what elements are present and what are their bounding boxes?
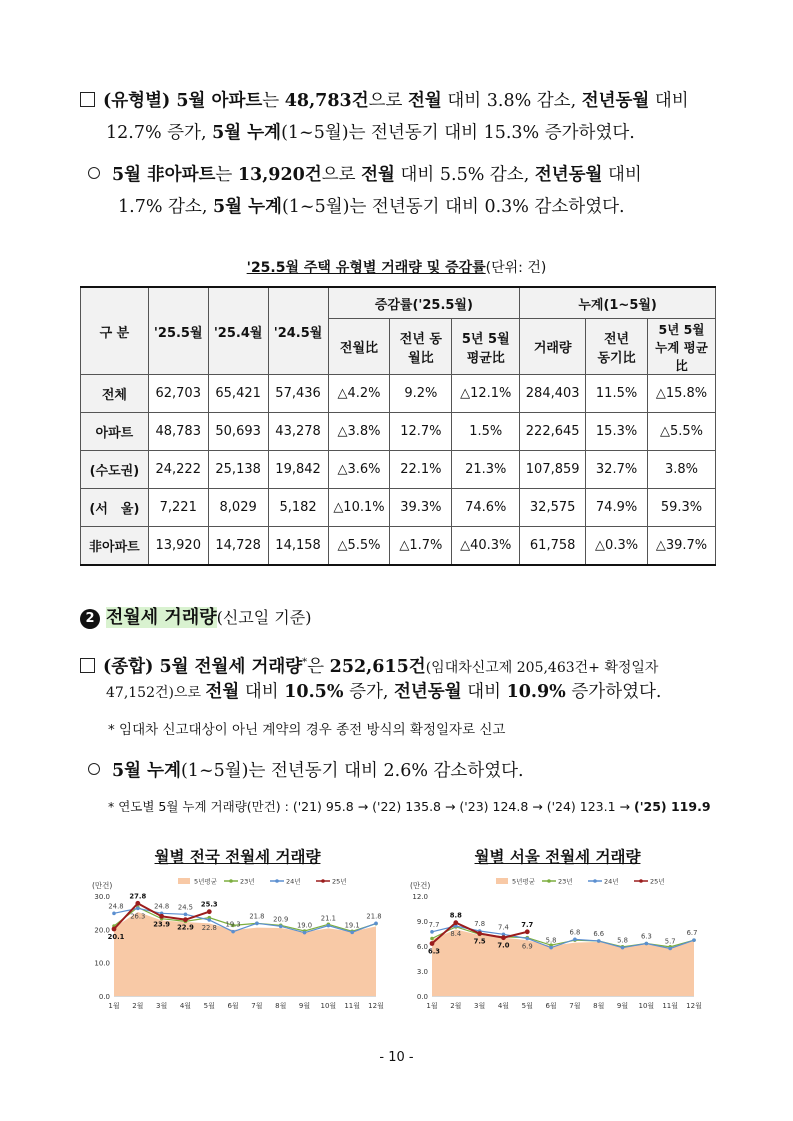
table-cell: △5.5% [328,527,390,566]
table-row [81,375,716,413]
chart-national [86,872,391,1020]
data-label: 7.8 [474,920,486,928]
y-tick-label: 30.0 [94,893,110,901]
data-label: 5.8 [617,936,628,945]
table-row [81,413,716,451]
data-point [231,930,235,934]
x-tick-label: 11월 [344,1002,361,1010]
table-cell: △5.5% [648,413,716,451]
square-bullet-icon [80,92,95,107]
circle-bullet-icon [88,167,100,179]
footnote-yearly-cumulative: * 연도별 5월 누계 거래량(만건) : ('21) 95.8 → ('22) 135.8 → ('23) 124.8 → ('24) 123.1 → ('25) 119.9 [108,799,711,814]
x-tick-label: 7월 [251,1002,263,1010]
header-2405: '24.5월 [268,287,328,375]
data-point [430,930,434,934]
header-2505: '25.5월 [148,287,208,375]
data-label: 7.4 [498,923,509,932]
x-tick-label: 6월 [545,1002,557,1010]
table-cell: 5,182 [268,489,328,527]
table-cell: 222,645 [520,413,586,451]
row-header: (수도권) [81,451,149,489]
data-point [501,935,506,940]
table-cell: 74.6% [452,489,520,527]
legend-marker [229,879,233,883]
data-label: 21.1 [320,914,336,923]
data-label: 6.6 [593,930,605,938]
table-cell: 12.7% [390,413,452,451]
circle-bullet-icon [88,763,100,775]
data-point [692,938,696,942]
table-row [81,451,716,489]
data-point [207,918,211,922]
legend-label: 24년 [286,877,301,886]
header-mom: 전월比 [328,319,390,375]
y-tick-label: 9.0 [416,918,428,926]
data-label: 24.8 [108,902,124,911]
data-label: 27.8 [129,892,147,901]
header-cum-yoy: 전년 동기比 [586,319,648,375]
table-row [81,527,716,566]
housing-type-table [80,286,716,566]
legend-label: 25년 [332,877,347,886]
data-label: 6.7 [686,929,698,938]
header-change: 증감률('25.5월) [328,287,520,319]
table-cell: 14,728 [208,527,268,566]
table-cell: △39.7% [648,527,716,566]
data-point [159,914,164,919]
table-cell: 61,758 [520,527,586,566]
table-cell: 3.8% [648,451,716,489]
table-cell: 59.3% [648,489,716,527]
paragraph-rent-total: (종합) 5월 전월세 거래량*은 252,615건(임대차신고제 205,463건+ 확정일자 [80,650,658,681]
chart-title-national: 월별 전국 전월세 거래량 [154,848,321,866]
x-tick-label: 10월 [320,1002,337,1010]
data-label: 26.3 [130,912,146,921]
x-tick-label: 8월 [275,1002,287,1010]
y-tick-label: 20.0 [94,926,110,935]
x-tick-label: 11월 [662,1002,679,1010]
legend-label: 5년평균 [512,877,535,886]
x-tick-label: 5월 [521,1002,533,1010]
data-point [135,901,140,906]
y-tick-label: 0.0 [98,993,110,1001]
data-point [350,931,354,935]
table-cell: △12.1% [452,375,520,413]
y-tick-label: 10.0 [94,959,110,968]
data-point [597,939,601,943]
legend-label: 24년 [604,877,619,886]
data-point [374,922,378,926]
data-label: 19.1 [344,921,360,930]
legend-marker [593,879,597,883]
data-point [112,912,116,916]
row-header: 아파트 [81,413,149,451]
chart-title-seoul: 월별 서울 전월세 거래량 [474,848,641,866]
row-header: (서 울) [81,489,149,527]
table-cell: 15.3% [586,413,648,451]
legend-label: 23년 [558,877,573,886]
paragraph-rent-cumulative: 5월 누계(1~5월)는 전년동기 대비 2.6% 감소하였다. [88,758,524,784]
x-tick-label: 8월 [593,1002,605,1010]
paragraph-apartment-line2: 12.7% 증가, 5월 누계(1~5월)는 전년동기 대비 15.3% 증가하였다. [106,123,635,143]
table-cell: △3.6% [328,451,390,489]
table-cell: 1.5% [452,413,520,451]
table-cell: 39.3% [390,489,452,527]
data-label: 7.7 [428,920,440,929]
square-bullet-icon [80,658,95,673]
table-cell: △40.3% [452,527,520,566]
data-label: 20.1 [107,933,125,941]
header-5yr-avg: 5년 5월 평균比 [452,319,520,375]
x-tick-label: 1월 [108,1002,120,1010]
x-tick-label: 9월 [616,1002,629,1010]
table-cell: 62,703 [148,375,208,413]
data-point [453,920,458,925]
data-label: 5.7 [664,937,676,946]
data-label: 21.8 [249,912,265,921]
table-cell: 284,403 [520,375,586,413]
data-point [621,946,625,950]
data-point [549,946,553,950]
table-cell: △0.3% [586,527,648,566]
data-point [573,938,577,942]
data-point [303,931,307,935]
legend-marker [321,879,325,883]
x-tick-label: 3월 [474,1002,486,1010]
x-tick-label: 3월 [156,1002,168,1010]
data-label: 5.8 [545,936,557,945]
header-yoy: 전년 동월比 [390,319,452,375]
section-heading-rent: 2 전월세 거래량(신고일 기준) [80,603,311,629]
data-point [279,925,283,929]
table-cell: 14,158 [268,527,328,566]
row-header: 非아파트 [81,527,149,566]
data-label: 22.8 [201,924,217,932]
footnote-confirmation-date: * 임대차 신고대상이 아닌 계약의 경우 종전 방식의 확정일자로 신고 [108,722,506,738]
data-label: 6.8 [569,928,581,937]
data-point [136,907,140,911]
table-cell: 21.3% [452,451,520,489]
data-label: 7.7 [521,920,534,929]
legend-swatch [496,878,508,884]
unit-label: (만건) [410,881,431,890]
x-tick-label: 9월 [298,1002,311,1010]
data-point [112,927,117,932]
table-cell: 7,221 [148,489,208,527]
table-cell: 8,029 [208,489,268,527]
table-cell: 65,421 [208,375,268,413]
data-point [645,942,649,946]
data-point [183,917,188,922]
chart-seoul [404,872,709,1020]
table-cell: △4.2% [328,375,390,413]
table-cell: 74.9% [586,489,648,527]
header-gubun: 구 분 [81,287,149,375]
data-label: 23.9 [153,920,171,929]
data-label: 7.0 [497,941,510,950]
table-cell: 9.2% [390,375,452,413]
x-tick-label: 2월 [132,1002,144,1010]
data-label: 22.9 [177,923,194,932]
data-label: 19.3 [225,920,241,929]
table-caption: '25.5월 주택 유형별 거래량 및 증감률(단위: 건) [246,260,547,276]
data-label: 6.3 [640,932,652,941]
table-row [81,489,716,527]
legend-swatch [178,878,190,884]
table-cell: 11.5% [586,375,648,413]
table-cell: 32.7% [586,451,648,489]
table-cell: 107,859 [520,451,586,489]
legend-label: 5년평균 [194,877,217,886]
paragraph-rent-total-line2: 47,152건)으로 전월 대비 10.5% 증가, 전년동월 대비 10.9% 증가하였다. [106,682,662,702]
data-label: 24.5 [177,903,194,912]
data-point [430,937,434,941]
data-label: 6.9 [521,942,533,951]
legend-marker [547,879,551,883]
table-cell: △3.8% [328,413,390,451]
table-cell: △10.1% [328,489,390,527]
paragraph-non-apartment: 5월 非아파트는 13,920건으로 전월 대비 5.5% 감소, 전년동월 대비 [88,162,642,188]
y-tick-label: 12.0 [412,893,428,901]
table-cell: 48,783 [148,413,208,451]
area-series-5yr-avg [432,929,694,996]
legend-label: 25년 [650,877,665,886]
data-point [525,929,530,934]
data-label: 8.8 [449,911,462,920]
x-tick-label: 6월 [227,1002,239,1010]
row-header: 전체 [81,375,149,413]
legend-label: 23년 [240,877,255,886]
data-point [525,937,529,941]
x-tick-label: 12월 [686,1002,702,1010]
header-cumulative: 누계(1~5월) [520,287,716,319]
data-point [184,913,188,917]
data-label: 25.3 [200,900,218,909]
data-label: 8.4 [450,930,462,938]
page-number: - 10 - [379,1050,414,1065]
header-2504: '25.4월 [208,287,268,375]
table-cell: 50,693 [208,413,268,451]
table-cell: 22.1% [390,451,452,489]
data-point [477,931,482,936]
y-tick-label: 6.0 [416,943,428,951]
legend-marker [275,879,279,883]
table-cell: 25,138 [208,451,268,489]
x-tick-label: 4월 [179,1002,192,1010]
x-tick-label: 1월 [426,1002,438,1010]
data-point [430,941,435,946]
table-cell: 43,278 [268,413,328,451]
table-cell: △1.7% [390,527,452,566]
table-cell: 32,575 [520,489,586,527]
data-point [207,909,212,914]
data-label: 19.0 [296,921,313,930]
data-label: 7.5 [473,937,486,946]
x-tick-label: 2월 [450,1002,462,1010]
legend-marker [639,879,643,883]
paragraph-apartment: (유형별) 5월 아파트는 48,783건으로 전월 대비 3.8% 감소, 전년동월 대비 [80,88,689,114]
data-point [255,922,259,926]
header-cum-5yr: 5년 5월누계 평균比 [648,319,716,375]
data-label: 24.8 [154,902,170,911]
table-cell: 24,222 [148,451,208,489]
table-cell: 57,436 [268,375,328,413]
table-cell: 19,842 [268,451,328,489]
section-number-badge: 2 [80,609,100,629]
paragraph-non-apartment-line2: 1.7% 감소, 5월 누계(1~5월)는 전년동기 대비 0.3% 감소하였다. [118,197,625,217]
x-tick-label: 7월 [569,1002,581,1010]
table-cell: △15.8% [648,375,716,413]
data-label: 21.8 [366,912,382,921]
x-tick-label: 12월 [368,1002,384,1010]
data-label: 6.3 [427,947,441,956]
x-tick-label: 10월 [638,1002,655,1010]
data-point [668,947,672,951]
header-volume: 거래량 [520,319,586,375]
x-tick-label: 4월 [497,1002,510,1010]
data-label: 20.9 [273,915,289,924]
data-point [327,924,331,928]
x-tick-label: 5월 [203,1002,215,1010]
unit-label: (만건) [92,881,113,890]
y-tick-label: 3.0 [416,968,428,976]
table-cell: 13,920 [148,527,208,566]
y-tick-label: 0.0 [416,993,428,1001]
